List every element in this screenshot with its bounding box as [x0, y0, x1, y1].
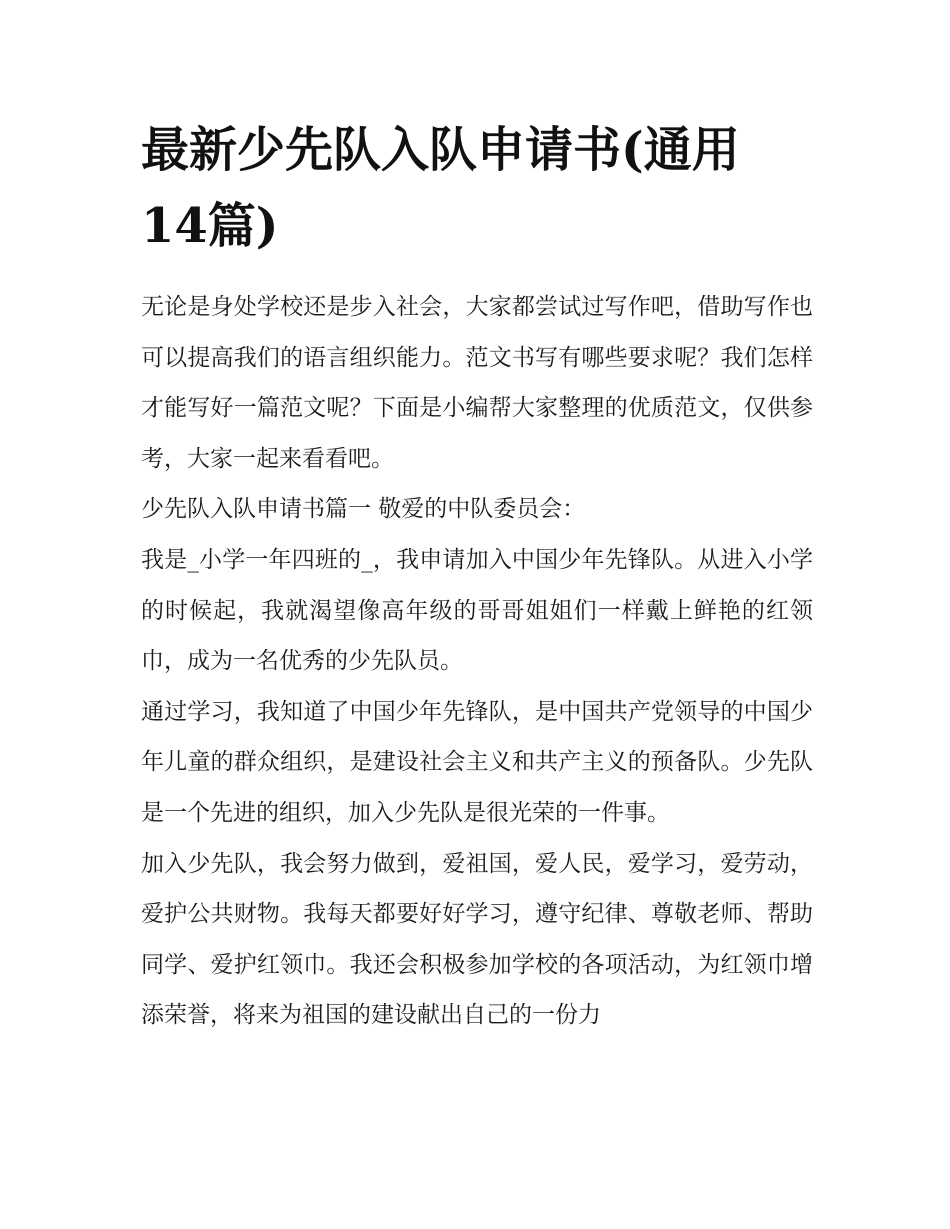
paragraph-salutation: 少先队入队申请书篇一 敬爱的中队委员会：	[141, 496, 586, 523]
document-body	[141, 282, 813, 1041]
paragraph-understanding: 通过学习，我知道了中国少年先锋队，是中国共产党领导的中国少年儿童的群众组织，是建设社会主义和共产主义的预备队。少先队是一个先进的组织，加入少先队是很光荣的一件事。	[141, 698, 813, 826]
paragraph-commitment: 加入少先队，我会努力做到，爱祖国，爱人民，爱学习，爱劳动，爱护公共财物。我每天都要好好学习，遵守纪律、尊敬老师、帮助同学、爱护红领巾。我还会积极参加学校的各项活动，为红领巾增添荣誉，将来为祖国的建设献出自己的一份力	[141, 850, 813, 1029]
paragraph-intro: 无论是身处学校还是步入社会，大家都尝试过写作吧，借助写作也可以提高我们的语言组织能力。范文书写有哪些要求呢？我们怎样才能写好一篇范文呢？下面是小编帮大家整理的优质范文，仅供参考，大家一起来看看吧。	[141, 294, 813, 472]
document-content	[141, 112, 813, 1041]
document-title: 最新少先队入队申请书(通用14篇)	[141, 122, 740, 254]
paragraph-application: 我是_小学一年四班的_，我申请加入中国少年先锋队。从进入小学的时候起，我就渴望像高年级的哥哥姐姐们一样戴上鲜艳的红领巾，成为一名优秀的少先队员。	[141, 546, 813, 675]
